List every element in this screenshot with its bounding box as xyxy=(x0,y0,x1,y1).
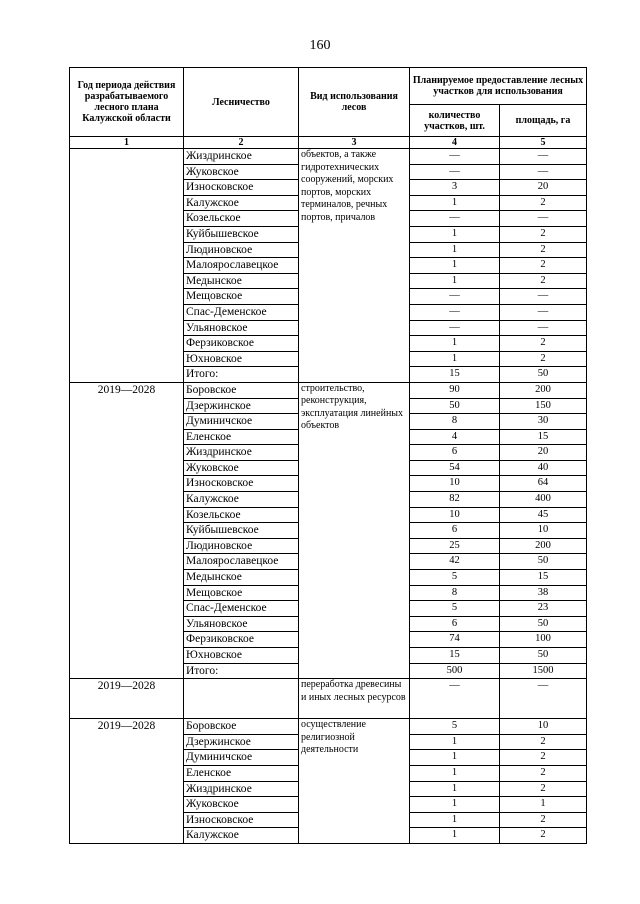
header-num-3: 3 xyxy=(299,137,410,149)
cell-area: 50 xyxy=(500,554,587,570)
cell-count: 54 xyxy=(410,460,500,476)
cell-year: 2019—2028 xyxy=(70,382,184,678)
cell-area: 150 xyxy=(500,398,587,414)
forest-plan-table xyxy=(69,67,587,844)
cell-area: 20 xyxy=(500,445,587,461)
page-number: 160 xyxy=(309,38,331,53)
cell-area: — xyxy=(500,211,587,227)
cell-forestry: Боровское xyxy=(184,719,299,735)
cell-count: 1 xyxy=(410,195,500,211)
cell-forestry: Жуковское xyxy=(184,797,299,813)
cell-area: 1500 xyxy=(500,663,587,679)
cell-forestry: Мещовское xyxy=(184,289,299,305)
cell-forestry: Людиновское xyxy=(184,242,299,258)
cell-forestry: Жуковское xyxy=(184,460,299,476)
cell-area: 45 xyxy=(500,507,587,523)
cell-count: 50 xyxy=(410,398,500,414)
cell-forestry: Калужское xyxy=(184,828,299,844)
cell-forestry: Мещовское xyxy=(184,585,299,601)
cell-area: 2 xyxy=(500,351,587,367)
header-area: площадь, га xyxy=(500,105,587,137)
cell-forestry: Малоярославецкое xyxy=(184,258,299,274)
cell-area: 200 xyxy=(500,382,587,398)
cell-year: 2019—2028 xyxy=(70,679,184,719)
cell-area: 2 xyxy=(500,273,587,289)
cell-area: 40 xyxy=(500,460,587,476)
cell-count: — xyxy=(410,211,500,227)
table-row xyxy=(70,679,587,719)
header-num-4: 4 xyxy=(410,137,500,149)
cell-forestry: Куйбышевское xyxy=(184,523,299,539)
cell-area: 50 xyxy=(500,648,587,664)
cell-count: 5 xyxy=(410,601,500,617)
cell-area: 2 xyxy=(500,828,587,844)
cell-forestry: Износковское xyxy=(184,476,299,492)
cell-area: — xyxy=(500,289,587,305)
cell-forestry: Жиздринское xyxy=(184,781,299,797)
cell-count: — xyxy=(410,289,500,305)
cell-count: — xyxy=(410,149,500,165)
cell-forestry: Спас-Деменское xyxy=(184,304,299,320)
cell-area: 2 xyxy=(500,765,587,781)
cell-forestry: Калужское xyxy=(184,195,299,211)
cell-forestry: Жиздринское xyxy=(184,149,299,165)
cell-count: 1 xyxy=(410,797,500,813)
cell-forestry: Медынское xyxy=(184,570,299,586)
cell-count: 6 xyxy=(410,616,500,632)
cell-count: 15 xyxy=(410,367,500,383)
cell-area: 1 xyxy=(500,797,587,813)
cell-forestry: Юхновское xyxy=(184,351,299,367)
header-use-type: Вид использования лесов xyxy=(299,68,410,137)
cell-year xyxy=(70,149,184,383)
cell-forestry: Боровское xyxy=(184,382,299,398)
cell-count: — xyxy=(410,679,500,719)
cell-forestry: Дзержинское xyxy=(184,734,299,750)
cell-count: 82 xyxy=(410,492,500,508)
cell-forestry: Козельское xyxy=(184,507,299,523)
cell-count: 25 xyxy=(410,538,500,554)
cell-count: 3 xyxy=(410,180,500,196)
cell-forestry: Малоярославецкое xyxy=(184,554,299,570)
cell-area: 15 xyxy=(500,429,587,445)
cell-count: 1 xyxy=(410,765,500,781)
cell-area: 2 xyxy=(500,336,587,352)
cell-forestry: Еленское xyxy=(184,765,299,781)
cell-forestry: Думиничское xyxy=(184,414,299,430)
cell-use-type: объектов, а также гидротехнических сооружений, морских портов, морских терминалов, речных портов, причалов xyxy=(299,149,410,383)
cell-forestry: Спас-Деменское xyxy=(184,601,299,617)
cell-area: 20 xyxy=(500,180,587,196)
cell-count: 1 xyxy=(410,242,500,258)
cell-area: 2 xyxy=(500,781,587,797)
cell-forestry: Дзержинское xyxy=(184,398,299,414)
cell-count: 1 xyxy=(410,828,500,844)
cell-count: 90 xyxy=(410,382,500,398)
cell-area: — xyxy=(500,164,587,180)
cell-area: 2 xyxy=(500,242,587,258)
cell-count: 1 xyxy=(410,750,500,766)
cell-forestry: Жуковское xyxy=(184,164,299,180)
cell-forestry xyxy=(184,679,299,719)
cell-forestry: Медынское xyxy=(184,273,299,289)
cell-forestry: Ульяновское xyxy=(184,320,299,336)
cell-count: 74 xyxy=(410,632,500,648)
table-row xyxy=(70,719,587,735)
cell-count: 1 xyxy=(410,226,500,242)
cell-count: — xyxy=(410,320,500,336)
header-planned-provision: Планируемое предоставление лесных участков для использования xyxy=(410,68,587,105)
header-num-1: 1 xyxy=(70,137,184,149)
cell-area: 15 xyxy=(500,570,587,586)
cell-area: 38 xyxy=(500,585,587,601)
table-row xyxy=(70,149,587,165)
cell-area: — xyxy=(500,304,587,320)
cell-count: 5 xyxy=(410,719,500,735)
cell-count: 500 xyxy=(410,663,500,679)
cell-area: 64 xyxy=(500,476,587,492)
cell-area: 2 xyxy=(500,734,587,750)
header-num-2: 2 xyxy=(184,137,299,149)
cell-area: 2 xyxy=(500,258,587,274)
header-num-5: 5 xyxy=(500,137,587,149)
table-body xyxy=(70,149,587,844)
cell-count: 10 xyxy=(410,476,500,492)
cell-count: — xyxy=(410,304,500,320)
cell-count: 1 xyxy=(410,734,500,750)
cell-forestry: Итого: xyxy=(184,663,299,679)
cell-count: 8 xyxy=(410,585,500,601)
cell-area: 10 xyxy=(500,523,587,539)
cell-area: — xyxy=(500,149,587,165)
cell-count: 10 xyxy=(410,507,500,523)
cell-area: 2 xyxy=(500,812,587,828)
cell-count: 42 xyxy=(410,554,500,570)
cell-forestry: Ульяновское xyxy=(184,616,299,632)
cell-forestry: Людиновское xyxy=(184,538,299,554)
cell-count: 4 xyxy=(410,429,500,445)
cell-area: 2 xyxy=(500,750,587,766)
table-row xyxy=(70,382,587,398)
cell-count: 8 xyxy=(410,414,500,430)
cell-area: 200 xyxy=(500,538,587,554)
cell-area: 2 xyxy=(500,195,587,211)
cell-forestry: Юхновское xyxy=(184,648,299,664)
cell-area: 23 xyxy=(500,601,587,617)
cell-forestry: Износковское xyxy=(184,812,299,828)
cell-forestry: Итого: xyxy=(184,367,299,383)
cell-area: 100 xyxy=(500,632,587,648)
cell-count: 1 xyxy=(410,781,500,797)
cell-year: 2019—2028 xyxy=(70,719,184,844)
cell-area: — xyxy=(500,679,587,719)
cell-count: 1 xyxy=(410,336,500,352)
cell-count: 5 xyxy=(410,570,500,586)
cell-forestry: Еленское xyxy=(184,429,299,445)
header-year: Год периода действия разрабатываемого лесного плана Калужской области xyxy=(70,68,184,137)
cell-count: 1 xyxy=(410,351,500,367)
cell-area: 50 xyxy=(500,367,587,383)
cell-count: 1 xyxy=(410,812,500,828)
cell-area: 400 xyxy=(500,492,587,508)
cell-forestry: Куйбышевское xyxy=(184,226,299,242)
cell-forestry: Ферзиковское xyxy=(184,336,299,352)
cell-forestry: Износковское xyxy=(184,180,299,196)
cell-count: 1 xyxy=(410,273,500,289)
cell-use-type: осуществление религиозной деятельности xyxy=(299,719,410,844)
cell-forestry: Козельское xyxy=(184,211,299,227)
cell-area: — xyxy=(500,320,587,336)
cell-area: 50 xyxy=(500,616,587,632)
cell-area: 10 xyxy=(500,719,587,735)
cell-forestry: Калужское xyxy=(184,492,299,508)
cell-count: 15 xyxy=(410,648,500,664)
cell-forestry: Думиничское xyxy=(184,750,299,766)
cell-count: 6 xyxy=(410,523,500,539)
cell-use-type: строительство, реконструкция, эксплуатация линейных объектов xyxy=(299,382,410,678)
cell-count: 6 xyxy=(410,445,500,461)
header-forestry: Лесничество xyxy=(184,68,299,137)
cell-forestry: Ферзиковское xyxy=(184,632,299,648)
cell-count: 1 xyxy=(410,258,500,274)
cell-use-type: переработка древесины и иных лесных ресурсов xyxy=(299,679,410,719)
cell-area: 30 xyxy=(500,414,587,430)
cell-count: — xyxy=(410,164,500,180)
cell-area: 2 xyxy=(500,226,587,242)
header-count: количество участков, шт. xyxy=(410,105,500,137)
cell-forestry: Жиздринское xyxy=(184,445,299,461)
